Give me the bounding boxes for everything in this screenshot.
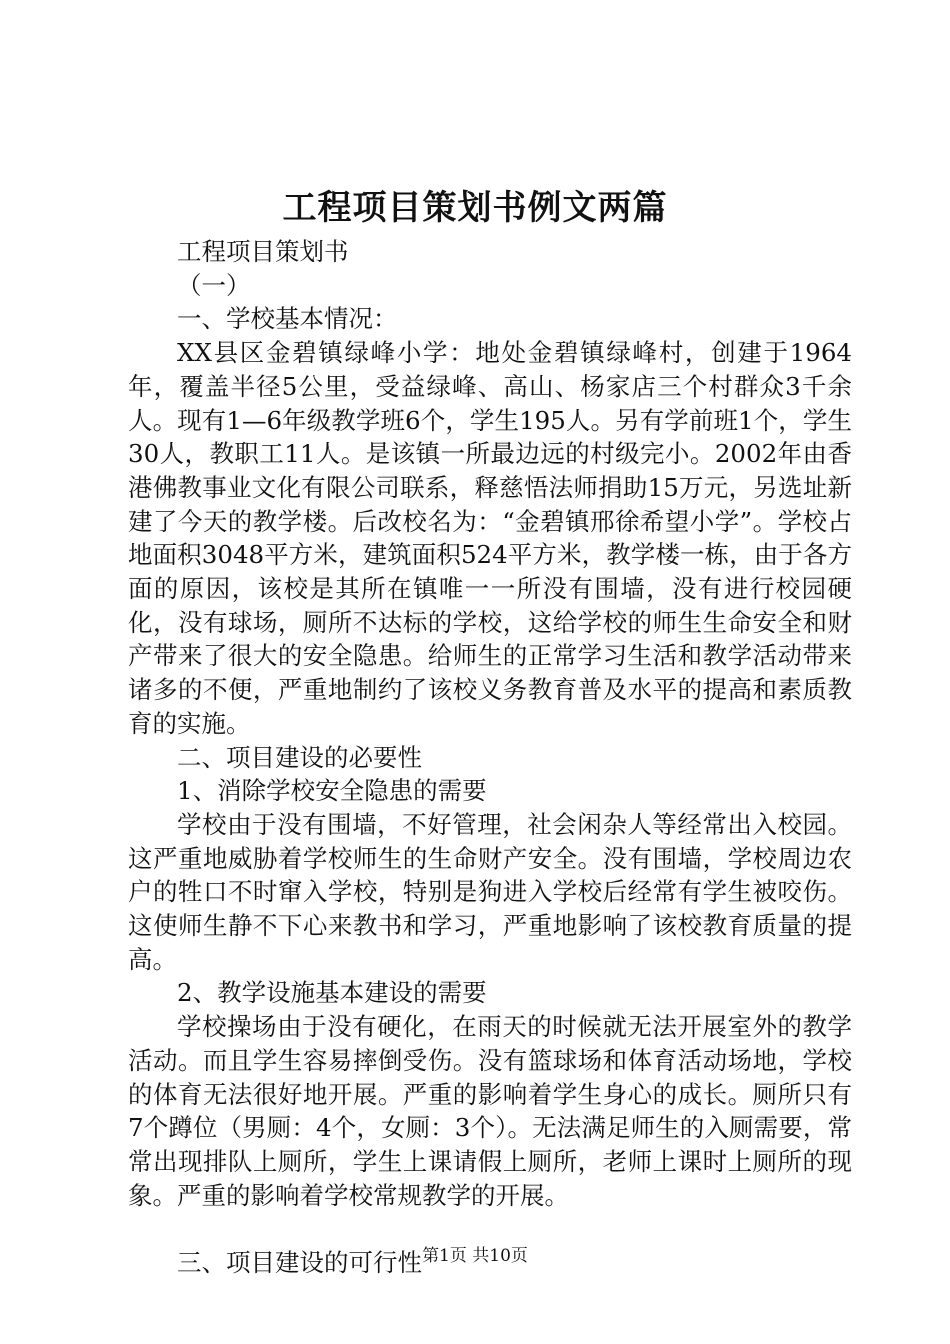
heading-necessity: 二、项目建设的必要性 [177, 742, 422, 772]
subheading-facilities: 2、教学设施基本建设的需要 [177, 978, 487, 1008]
heading-basic-info: 一、学校基本情况： [177, 304, 398, 334]
subheading-safety: 1、消除学校安全隐患的需要 [177, 776, 487, 806]
section-number-paragraph: （一） [177, 270, 251, 300]
basic-info-paragraph: XX县区金碧镇绿峰小学：地处金碧镇绿峰村，创建于1964年，覆盖半径5公里，受益绿峰、高山、杨家店三个村群众3千余人。现有1—6年级教学班6个，学生195人。另有学前班1个，学生30人，教职工11人。是该镇一所最边远的村级完小。2002年由香港佛教事业文化有限公司联系，释慈悟法师捐助15万元，另选址新建了今天的教学楼。后改校名为：“金碧镇邢徐希望小学”。学校占地面积3048平方米，建筑面积524平方米，教学楼一栋，由于各方面的原因，该校是其所在镇唯一一所没有围墙，没有进行校园硬化，没有球场，厕所不达标的学校，这给学校的师生生命安全和财产带来了很大的安全隐患。给师生的正常学习生活和教学活动带来诸多的不便，严重地制约了该校义务教育普及水平的提高和素质教育的实施。 [128, 338, 852, 738]
page-number-footer: 第1页 共10页 [422, 1246, 528, 1266]
heading-feasibility: 三、项目建设的可行性 [177, 1248, 422, 1278]
document-title: 工程项目策划书例文两篇 [282, 188, 668, 228]
document-body [128, 235, 852, 1280]
subtitle-paragraph: 工程项目策划书 [177, 237, 349, 266]
safety-paragraph: 学校由于没有围墙，不好管理，社会闲杂人等经常出入校园。这严重地威胁着学校师生的生命财产安全。没有围墙，学校周边农户的牲口不时窜入学校，特别是狗进入学校后经常有学生被咬伤。这使师生静不下心来教书和学习，严重地影响了该校教育质量的提高。 [128, 809, 852, 974]
facilities-paragraph: 学校操场由于没有硬化，在雨天的时候就无法开展室外的教学活动。而且学生容易摔倒受伤。没有篮球场和体育活动场地，学校的体育无法很好地开展。严重的影响着学生身心的成长。厕所只有7个蹲位（男厕：4个，女厕：3个）。无法满足师生的入厕需要，常常出现排队上厕所，学生上课请假上厕所，老师上课时上厕所的现象。严重的影响着学校常规教学的开展。 [128, 1012, 852, 1210]
